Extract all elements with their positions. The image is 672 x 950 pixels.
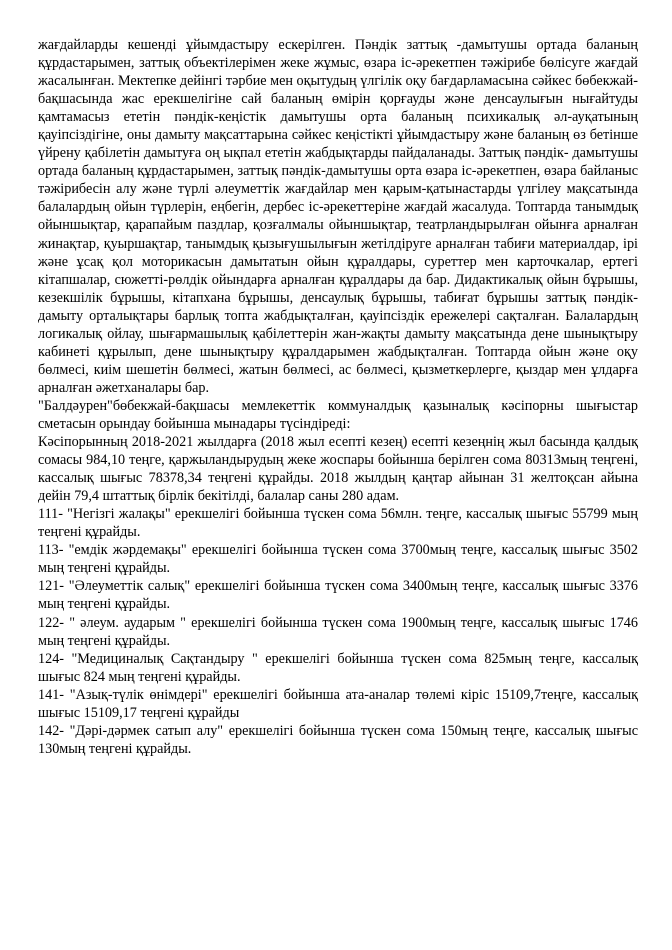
paragraph-item-121: 121- "Әлеуметтік салық" ерекшелігі бойынша түскен сома 3400мың теңге, кассалық шығыс 3376 мың теңгені құрайды. bbox=[38, 578, 638, 613]
paragraph-budget-intro: "Балдәурен"бөбекжай-бақшасы мемлекеттік коммуналдық қазыналық кәсіпорны шығыстар сметасын орындау бойынша мынадары түсіндіреді: bbox=[38, 397, 638, 432]
document-page bbox=[38, 36, 638, 758]
paragraph-item-122: 122- " әлеум. аударым " ерекшелігі бойынша түскен сома 1900мың теңге, кассалық шығыс 1746 мың теңгені құрайды. bbox=[38, 614, 638, 649]
paragraph-item-142: 142- "Дәрі-дәрмек сатып алу" ерекшелігі бойынша түскен сома 150мың теңге, кассалық шығыс 130мың теңгені құрайды. bbox=[38, 722, 638, 757]
paragraph-item-124: 124- "Медициналық Сақтандыру " ерекшелігі бойынша түскен сома 825мың теңге, кассалық шығыс 824 мың теңгені құрайды. bbox=[38, 650, 638, 685]
paragraph-item-111: 111- "Негізгі жалақы" ерекшелігі бойынша түскен сома 56млн. теңге, кассалық шығыс 55799 мың теңгені құрайды. bbox=[38, 506, 638, 541]
paragraph-environment: жағдайларды кешенді ұйымдастыру ескерілген. Пәндік заттық -дамытушы ортада баланың құрдастарымен, заттық объектілерімен жеке жұмыс, өзара іс-әрекетпен тәжірибе бөлісуге жағдай жасалынған. Мектепке дейінгі тәрбие мен оқытудың үлгілік оқу бағдарламасына сәйкес бөбекжай-бақшасында жас ерекшелігіне сай баланың өмірін қорғауды және денсаулығын нығайтуды қамтамасыз ететін пәндік-кеңістік дамытушы орта баланың психикалық әл-ауқатының қауіпсіздігіне, оны дамыту мақсаттарына сәйкес кеңістікті ұйымдастыру және баланың өз бетінше үйрену қабілетін дамытуға оң ықпал ететін жабдықтарды пайдаланады. Заттық пәндік- дамытушы ортада баланың құрдастарымен, заттық пәндік-дамытушы орта өзара іс-әрекетпен, өзара байланыс тәжірибесін алу және түрлі әлеуметтік жағдайлар мен қарым-қатынастарды үлгілеу мақсатында балалардың ойын түрлерін, еңбегін, дербес іс-әрекеттеріне жағдай жасалуда. Топтарда танымдық ойыншықтар, қарапайым паздлар, қозғалмалы ойыншықтар, театрландырылған ойынға арналған жинақтар, қуыршақтар, танымдық қызығушылығын жетілдіруге арналған табиғи материалдар, ірі және ұсақ қол моторикасын дамытатын ойын құралдары, суреттер мен карточкалар, ертегі кітапшалар, сюжетті-рөлдік ойындарға арналған құралдары да бар. Дидактикалық ойын бұрышы, кезекшілік бұрышы, кітапхана бұрышы, денсаулық бұрышы, табиғат бұрышы заттық пәндік-дамыту орталықтары барлық топта жабдықталған, қауіпсіздік ережелері сақталған. Балалардың логикалық ойлау, шығармашылық қабілеттерін жан-жақты дамыту мақсатында дене шынықтыру кабинеті құрылып, дене шынықтыру құралдарымен жабдықталған. Топтарда ойын және оқу бөлмесі, киім шешетін бөлмесі, жатын бөлмесі, ас бөлмесі, қызметкерлерге, қыздар мен ұлдарға арналған әжетханалары бар. bbox=[38, 37, 638, 396]
paragraph-item-141: 141- "Азық-түлік өнімдері" ерекшелігі бойынша ата-аналар төлемі кіріс 15109,7теңге, кассалық шығыс 15109,17 теңгені құрайды bbox=[38, 686, 638, 721]
paragraph-budget-summary: Кәсіпорынның 2018-2021 жылдарға (2018 жыл есепті кезең) есепті кезеңнің жыл басында қалдық сомасы 984,10 теңге, қаржыландырудың жеке жоспары бойынша берілген сома 80313мың теңгені, кассалық шығыс 78378,34 теңгені құрайды. 2018 жылдың қаңтар айынан 31 желтоқсан айына дейін 79,4 штаттық бірлік бекітілді, балалар саны 280 адам. bbox=[38, 434, 638, 505]
paragraph-item-113: 113- "емдік жәрдемақы" ерекшелігі бойынша түскен сома 3700мың теңге, кассалық шығыс 3502 мың теңгені құрайды. bbox=[38, 542, 638, 577]
